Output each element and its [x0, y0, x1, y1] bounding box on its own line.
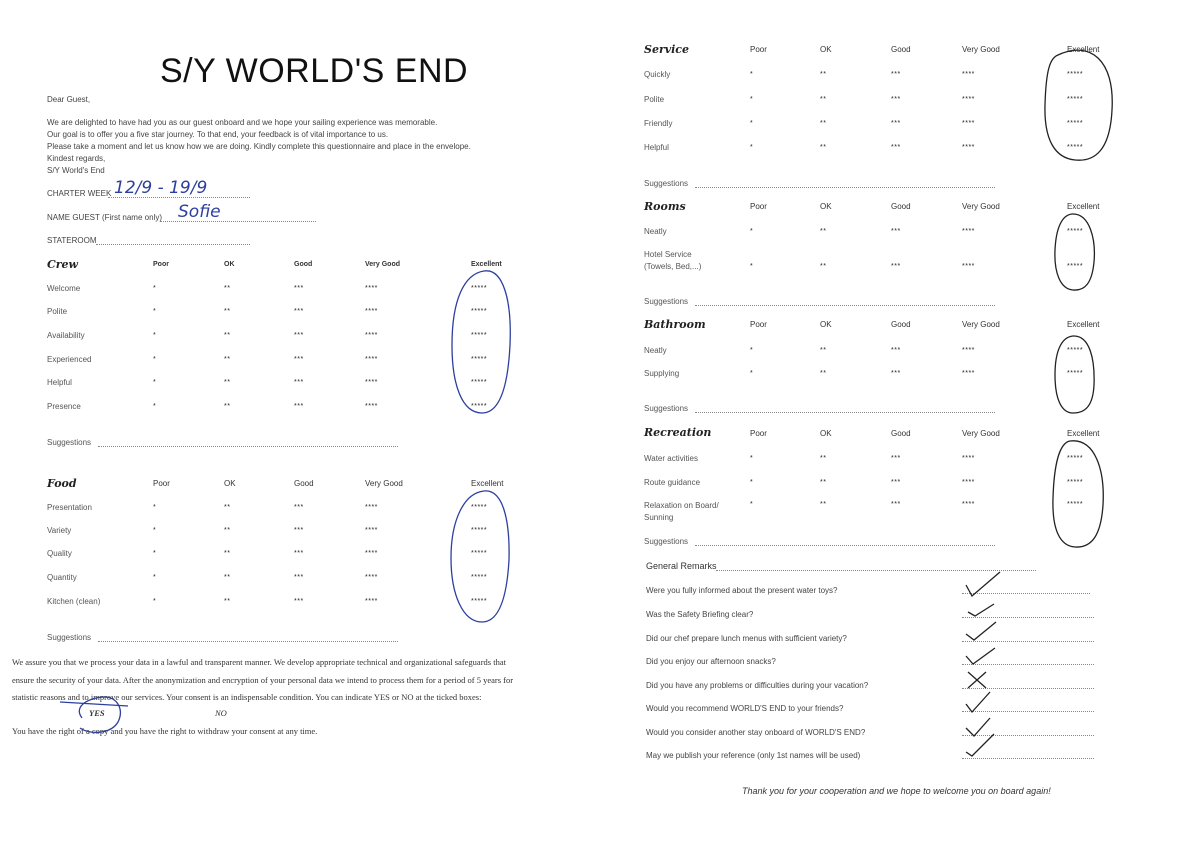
rating-excellent[interactable]: *****: [1067, 120, 1084, 127]
rating-good[interactable]: ***: [891, 370, 901, 377]
question-lunch-menus: Did our chef prepare lunch menus with sufficient variety?: [646, 634, 847, 643]
signature: S/Y World's End: [47, 166, 105, 175]
rating-very-good[interactable]: ****: [365, 550, 378, 557]
consent-yes-option[interactable]: YES: [89, 708, 105, 718]
rating-very-good[interactable]: ****: [365, 356, 378, 363]
header-excellent: Excellent: [1067, 320, 1100, 329]
rating-good[interactable]: ***: [294, 379, 304, 386]
stateroom-label: STATEROOM: [47, 236, 97, 245]
consent-line: We assure you that we process your data in a lawful and transparent manner. We develop appropriate technical and organizational safeguards that: [12, 657, 506, 667]
header-poor: Poor: [153, 261, 169, 268]
rating-very-good[interactable]: ****: [365, 403, 378, 410]
rating-excellent[interactable]: *****: [1067, 370, 1084, 377]
rating-good[interactable]: ***: [891, 96, 901, 103]
rating-ok[interactable]: **: [224, 574, 231, 581]
rating-very-good[interactable]: ****: [962, 501, 975, 508]
rating-excellent[interactable]: *****: [1067, 455, 1084, 462]
answer-field[interactable]: [962, 617, 1094, 618]
rating-ok[interactable]: **: [224, 527, 231, 534]
recreation-item-route-guidance: Route guidance: [644, 478, 701, 487]
rating-ok[interactable]: **: [820, 96, 827, 103]
rating-poor[interactable]: *: [750, 370, 754, 377]
rating-very-good[interactable]: ****: [962, 455, 975, 462]
crew-item-presence: Presence: [47, 402, 81, 411]
rating-excellent[interactable]: *****: [471, 332, 488, 339]
header-poor: Poor: [750, 429, 767, 438]
header-poor: Poor: [750, 320, 767, 329]
consent-no-option[interactable]: NO: [215, 708, 227, 718]
rating-poor[interactable]: *: [153, 574, 157, 581]
question-problems: Did you have any problems or difficulties during your vacation?: [646, 681, 869, 690]
rating-poor[interactable]: *: [153, 308, 157, 315]
rating-very-good[interactable]: ****: [962, 370, 975, 377]
rating-poor[interactable]: *: [750, 501, 754, 508]
crew-item-welcome: Welcome: [47, 284, 81, 293]
rating-poor[interactable]: *: [750, 228, 754, 235]
header-very-good: Very Good: [962, 202, 1000, 211]
rating-good[interactable]: ***: [294, 574, 304, 581]
crew-suggestions-label: Suggestions: [47, 438, 92, 447]
consent-line: statistic reasons and to improve our services. Your consent is an indispensable condition. You can indicate YES or NO at the ticked boxes:: [12, 692, 482, 702]
rooms-suggestions-label: Suggestions: [644, 297, 689, 306]
rating-excellent[interactable]: *****: [1067, 228, 1084, 235]
rating-ok[interactable]: **: [820, 144, 827, 151]
crew-item-experienced: Experienced: [47, 355, 92, 364]
service-item-friendly: Friendly: [644, 119, 673, 128]
form-title: S/Y WORLD'S END: [160, 52, 469, 90]
header-excellent: Excellent: [1067, 45, 1100, 54]
check-icon: [966, 734, 994, 756]
rating-very-good[interactable]: ****: [962, 479, 975, 486]
header-good: Good: [294, 261, 313, 268]
header-excellent: Excellent: [1067, 429, 1100, 438]
intro-line: Our goal is to offer you a five star journey. To that end, your feedback is of vital importance to us.: [47, 130, 389, 139]
food-item-quality: Quality: [47, 549, 72, 558]
rating-good[interactable]: ***: [294, 308, 304, 315]
section-title-service: Service: [644, 43, 690, 56]
header-good: Good: [891, 202, 911, 211]
rating-ok[interactable]: **: [224, 332, 231, 339]
rating-very-good[interactable]: ****: [365, 332, 378, 339]
rating-good[interactable]: ***: [891, 120, 901, 127]
rating-excellent[interactable]: *****: [471, 550, 488, 557]
rating-excellent[interactable]: *****: [1067, 96, 1084, 103]
rating-poor[interactable]: *: [750, 120, 754, 127]
rating-very-good[interactable]: ****: [962, 144, 975, 151]
rating-ok[interactable]: **: [224, 285, 231, 292]
rating-good[interactable]: ***: [891, 501, 901, 508]
rating-very-good[interactable]: ****: [365, 285, 378, 292]
service-item-helpful: Helpful: [644, 143, 669, 152]
name-guest-value[interactable]: Sofie: [178, 202, 221, 222]
rating-very-good[interactable]: ****: [365, 527, 378, 534]
question-safety-briefing: Was the Safety Briefing clear?: [646, 610, 754, 619]
rating-good[interactable]: ***: [294, 550, 304, 557]
recreation-item-water-activities: Water activities: [644, 454, 698, 463]
rating-excellent[interactable]: *****: [1067, 263, 1084, 270]
recreation-item-relaxation: Relaxation on Board/ Sunning: [644, 501, 719, 522]
rating-good[interactable]: ***: [891, 263, 901, 270]
header-good: Good: [891, 320, 911, 329]
charter-week-label: CHARTER WEEK: [47, 189, 112, 198]
rating-very-good[interactable]: ****: [962, 263, 975, 270]
consent-line: ensure the security of your data. After the anonymization and encryption of your personal data we intend to process them for a period of 5 years for: [12, 675, 514, 685]
food-item-quantity: Quantity: [47, 573, 77, 582]
crew-item-availability: Availability: [47, 331, 85, 340]
rating-poor[interactable]: *: [750, 479, 754, 486]
rating-poor[interactable]: *: [153, 379, 157, 386]
header-excellent: Excellent: [471, 479, 504, 488]
general-remarks-label: General Remarks: [646, 561, 717, 571]
rating-excellent[interactable]: *****: [471, 379, 488, 386]
header-ok: OK: [820, 45, 832, 54]
rating-poor[interactable]: *: [153, 550, 157, 557]
rating-good[interactable]: ***: [891, 347, 901, 354]
intro-line: Please take a moment and let us know how we are doing. Kindly complete this questionnaire and place in the envelope.: [47, 142, 471, 151]
rating-ok[interactable]: **: [820, 479, 827, 486]
rating-good[interactable]: ***: [891, 71, 901, 78]
header-ok: OK: [820, 320, 832, 329]
header-poor: Poor: [750, 45, 767, 54]
rating-very-good[interactable]: ****: [365, 308, 378, 315]
rating-excellent[interactable]: *****: [471, 356, 488, 363]
recreation-suggestions-field[interactable]: [695, 545, 995, 546]
food-item-kitchen: Kitchen (clean): [47, 597, 101, 606]
underline-stroke: [60, 702, 128, 706]
header-good: Good: [294, 479, 314, 488]
rating-good[interactable]: ***: [891, 455, 901, 462]
food-suggestions-field[interactable]: [98, 641, 398, 642]
crew-item-polite: Polite: [47, 307, 68, 316]
charter-week-value[interactable]: 12/9 - 19/9: [114, 178, 208, 198]
general-remarks-field[interactable]: [716, 570, 1036, 571]
question-publish-reference: May we publish your reference (only 1st names will be used): [646, 751, 861, 760]
rating-poor[interactable]: *: [153, 598, 157, 605]
consent-line: You have the right of a copy and you have the right to withdraw your consent at any time.: [12, 726, 318, 736]
rating-very-good[interactable]: ****: [962, 96, 975, 103]
rating-good[interactable]: ***: [294, 598, 304, 605]
rating-poor[interactable]: *: [750, 96, 754, 103]
check-icon: [966, 692, 990, 712]
rating-very-good[interactable]: ****: [962, 120, 975, 127]
rating-very-good[interactable]: ****: [365, 379, 378, 386]
rating-excellent[interactable]: *****: [471, 527, 488, 534]
question-afternoon-snacks: Did you enjoy our afternoon snacks?: [646, 657, 776, 666]
food-item-presentation: Presentation: [47, 503, 92, 512]
section-title-bathroom: Bathroom: [644, 318, 706, 331]
rating-ok[interactable]: **: [224, 379, 231, 386]
rating-very-good[interactable]: ****: [365, 574, 378, 581]
header-very-good: Very Good: [962, 429, 1000, 438]
section-title-crew: Crew: [47, 258, 79, 271]
rating-ok[interactable]: **: [224, 356, 231, 363]
excellent-circle-rooms: [1055, 214, 1094, 290]
recreation-suggestions-label: Suggestions: [644, 537, 689, 546]
header-excellent: Excellent: [471, 261, 502, 268]
rating-good[interactable]: ***: [294, 504, 304, 511]
rating-ok[interactable]: **: [224, 550, 231, 557]
rating-good[interactable]: ***: [294, 356, 304, 363]
rating-good[interactable]: ***: [294, 527, 304, 534]
rating-excellent[interactable]: *****: [471, 308, 488, 315]
header-poor: Poor: [153, 479, 170, 488]
rating-ok[interactable]: **: [820, 347, 827, 354]
header-ok: OK: [820, 429, 832, 438]
service-suggestions-label: Suggestions: [644, 179, 689, 188]
cross-icon: [968, 672, 986, 688]
bathroom-item-supplying: Supplying: [644, 369, 680, 378]
crew-item-helpful: Helpful: [47, 378, 72, 387]
header-good: Good: [891, 45, 911, 54]
rating-poor[interactable]: *: [750, 263, 754, 270]
rating-poor[interactable]: *: [153, 356, 157, 363]
answer-field[interactable]: [962, 664, 1094, 665]
rating-poor[interactable]: *: [153, 403, 157, 410]
header-poor: Poor: [750, 202, 767, 211]
intro-line: We are delighted to have had you as our guest onboard and we hope your sailing experience was memorable.: [47, 118, 438, 127]
rating-ok[interactable]: **: [224, 403, 231, 410]
answer-field[interactable]: [962, 641, 1094, 642]
rating-good[interactable]: ***: [294, 332, 304, 339]
rating-ok[interactable]: **: [224, 308, 231, 315]
rating-ok[interactable]: **: [820, 455, 827, 462]
rating-ok[interactable]: **: [820, 370, 827, 377]
header-very-good: Very Good: [365, 479, 403, 488]
header-ok: OK: [224, 261, 235, 268]
check-icon: [966, 718, 990, 736]
header-good: Good: [891, 429, 911, 438]
bathroom-item-neatly: Neatly: [644, 346, 667, 355]
check-icon: [968, 604, 994, 616]
answer-field[interactable]: [962, 711, 1094, 712]
rating-ok[interactable]: **: [820, 501, 827, 508]
rooms-suggestions-field[interactable]: [695, 305, 995, 306]
section-title-recreation: Recreation: [644, 426, 712, 439]
rating-poor[interactable]: *: [750, 455, 754, 462]
header-ok: OK: [820, 202, 832, 211]
check-icon: [966, 622, 996, 640]
food-item-variety: Variety: [47, 526, 72, 535]
rating-ok[interactable]: **: [820, 263, 827, 270]
rating-good[interactable]: ***: [891, 479, 901, 486]
rating-excellent[interactable]: *****: [471, 285, 488, 292]
answer-field[interactable]: [962, 735, 1094, 736]
header-very-good: Very Good: [365, 261, 401, 268]
header-very-good: Very Good: [962, 320, 1000, 329]
rating-excellent[interactable]: *****: [1067, 479, 1084, 486]
rating-very-good[interactable]: ****: [962, 228, 975, 235]
rating-ok[interactable]: **: [820, 228, 827, 235]
crew-suggestions-field[interactable]: [98, 446, 398, 447]
regards: Kindest regards,: [47, 154, 106, 163]
rating-ok[interactable]: **: [820, 120, 827, 127]
rating-excellent[interactable]: *****: [1067, 71, 1084, 78]
rating-excellent[interactable]: *****: [1067, 144, 1084, 151]
rating-excellent[interactable]: *****: [471, 598, 488, 605]
food-suggestions-label: Suggestions: [47, 633, 92, 642]
rating-good[interactable]: ***: [891, 228, 901, 235]
rating-poor[interactable]: *: [153, 332, 157, 339]
rating-excellent[interactable]: *****: [471, 403, 488, 410]
rating-poor[interactable]: *: [153, 527, 157, 534]
rating-very-good[interactable]: ****: [365, 504, 378, 511]
thank-you-note: Thank you for your cooperation and we hope to welcome you on board again!: [742, 786, 1051, 796]
section-title-rooms: Rooms: [644, 200, 686, 213]
rating-excellent[interactable]: *****: [471, 574, 488, 581]
check-icon: [966, 648, 995, 664]
rating-very-good[interactable]: ****: [365, 598, 378, 605]
rating-poor[interactable]: *: [750, 71, 754, 78]
rooms-item-hotel-service: Hotel Service (Towels, Bed,...): [644, 250, 702, 271]
question-recommend: Would you recommend WORLD'S END to your friends?: [646, 704, 844, 713]
name-guest-label: NAME GUEST (First name only): [47, 213, 162, 222]
header-excellent: Excellent: [1067, 202, 1100, 211]
rating-poor[interactable]: *: [750, 144, 754, 151]
header-ok: OK: [224, 479, 236, 488]
rating-excellent[interactable]: *****: [471, 504, 488, 511]
bathroom-suggestions-label: Suggestions: [644, 404, 689, 413]
excellent-circle-crew: [452, 271, 510, 413]
question-water-toys: Were you fully informed about the present water toys?: [646, 586, 838, 595]
rating-poor[interactable]: *: [750, 347, 754, 354]
bathroom-suggestions-field[interactable]: [695, 412, 995, 413]
answer-field[interactable]: [962, 688, 1094, 689]
rooms-item-neatly: Neatly: [644, 227, 667, 236]
service-suggestions-field[interactable]: [695, 187, 995, 188]
rating-excellent[interactable]: *****: [1067, 347, 1084, 354]
answer-field[interactable]: [962, 758, 1094, 759]
rating-excellent[interactable]: *****: [1067, 501, 1084, 508]
answer-field[interactable]: [962, 593, 1090, 594]
rating-ok[interactable]: **: [224, 504, 231, 511]
service-item-quickly: Quickly: [644, 70, 671, 79]
question-another-stay: Would you consider another stay onboard of WORLD'S END?: [646, 728, 866, 737]
rating-very-good[interactable]: ****: [962, 347, 975, 354]
rating-ok[interactable]: **: [224, 598, 231, 605]
section-title-food: Food: [47, 477, 77, 490]
rating-good[interactable]: ***: [891, 144, 901, 151]
header-very-good: Very Good: [962, 45, 1000, 54]
rating-poor[interactable]: *: [153, 285, 157, 292]
rating-very-good[interactable]: ****: [962, 71, 975, 78]
greeting: Dear Guest,: [47, 95, 91, 104]
service-item-polite: Polite: [644, 95, 665, 104]
rating-good[interactable]: ***: [294, 285, 304, 292]
rating-poor[interactable]: *: [153, 504, 157, 511]
rating-ok[interactable]: **: [820, 71, 827, 78]
rating-good[interactable]: ***: [294, 403, 304, 410]
